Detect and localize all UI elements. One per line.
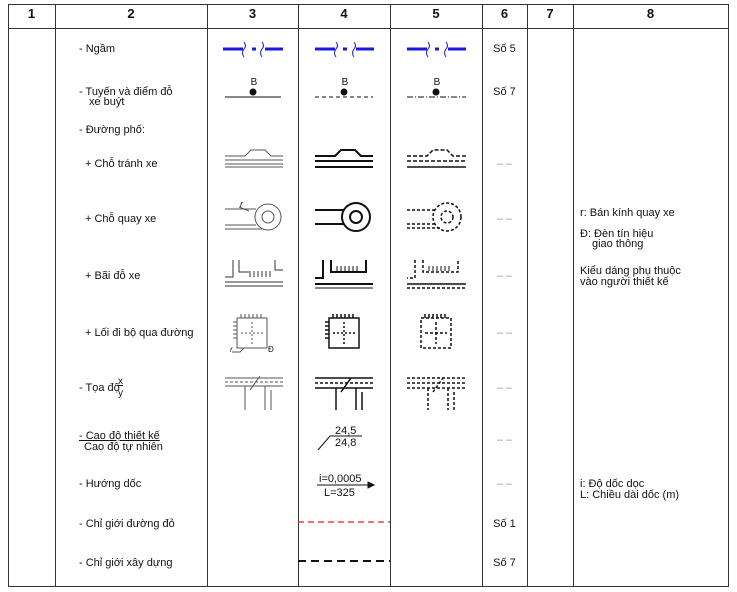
col-header-1: 1 bbox=[27, 6, 36, 21]
col-header-8: 8 bbox=[646, 6, 655, 21]
note-den-2: giao thông bbox=[592, 238, 644, 250]
note-den-1: Đ: Đèn tín hiệu bbox=[580, 228, 654, 240]
loidi-col5 bbox=[421, 314, 451, 348]
bus-B-col4: B bbox=[341, 77, 349, 88]
bus-B-col3: B bbox=[250, 77, 258, 88]
ref-huongdoc: – – bbox=[496, 478, 513, 490]
note-kieu-dang-1: Kiểu dáng phụ thuộc bbox=[580, 265, 681, 277]
note-ban-kinh: r: Bán kính quay xe bbox=[580, 207, 675, 219]
ngam-symbol-col5 bbox=[407, 42, 466, 57]
bus-B-col5: B bbox=[433, 77, 441, 88]
row-label-tuyen-1: - Tuyến và điểm đỗ bbox=[79, 86, 173, 98]
row-label-caodo-bot: Cao độ tự nhiên bbox=[84, 441, 163, 453]
row-label-ngam: - Ngầm bbox=[79, 43, 116, 55]
toado-frac-top: x bbox=[118, 376, 123, 387]
row-label-caodo-top: - Cao độ thiết kế bbox=[79, 430, 160, 442]
loidi-col4 bbox=[325, 314, 359, 348]
loidi-col3 bbox=[232, 314, 267, 352]
choquay-r: r bbox=[240, 199, 243, 209]
col-header-2: 2 bbox=[127, 6, 135, 21]
ngam-symbol-col3 bbox=[223, 42, 283, 57]
choquay-col4 bbox=[315, 203, 370, 231]
ref-choquay: – – bbox=[496, 213, 513, 225]
baido-col4 bbox=[315, 260, 373, 288]
row-label-tuyen-2: xe buýt bbox=[89, 96, 125, 108]
ref-loidi: – – bbox=[496, 327, 513, 339]
toado-col3 bbox=[225, 376, 283, 410]
loidi-r: r bbox=[230, 345, 233, 354]
ref-tuyen: Số 7 bbox=[493, 86, 516, 98]
bus-route-col4 bbox=[315, 89, 373, 97]
ref-chigioido: Số 1 bbox=[493, 518, 516, 530]
row-label-duongpho: - Đường phố: bbox=[79, 124, 145, 136]
row-label-chotranh: + Chỗ tránh xe bbox=[85, 158, 158, 170]
row-label-chigioido: - Chỉ giới đường đỏ bbox=[79, 518, 175, 530]
chotranh-col5 bbox=[407, 150, 466, 167]
bus-route-col5 bbox=[407, 89, 466, 97]
ref-chotranh: – – bbox=[496, 158, 513, 170]
choquay-col5 bbox=[407, 203, 461, 231]
baido-col3 bbox=[225, 260, 283, 286]
note-kieu-dang-2: vào người thiết kế bbox=[580, 276, 669, 288]
baido-col5 bbox=[407, 260, 466, 288]
ref-chigioixd: Số 7 bbox=[493, 557, 516, 569]
chotranh-col3 bbox=[225, 150, 283, 167]
caodo-val-bot: 24,8 bbox=[335, 437, 357, 449]
toado-col4 bbox=[315, 378, 373, 410]
toado-col5 bbox=[407, 378, 466, 410]
col-header-6: 6 bbox=[500, 6, 509, 21]
ref-ngam: Số 5 bbox=[493, 43, 516, 55]
row-label-choquay: + Chỗ quay xe bbox=[85, 213, 157, 225]
row-label-baido: + Bãi đỗ xe bbox=[85, 270, 141, 282]
choquay-col3 bbox=[225, 204, 281, 230]
note-chieu-dai: L: Chiều dài dốc (m) bbox=[580, 489, 680, 501]
toado-frac-bot: y bbox=[118, 388, 123, 399]
chotranh-col4 bbox=[315, 150, 373, 167]
col-header-4: 4 bbox=[340, 6, 348, 21]
row-label-huongdoc: - Hướng dốc bbox=[79, 478, 142, 490]
row-label-chigioixd: - Chỉ giới xây dựng bbox=[79, 557, 173, 569]
huongdoc-val-top: i=0,0005 bbox=[319, 473, 362, 485]
ngam-symbol-col4 bbox=[315, 42, 374, 57]
ref-toado: – – bbox=[496, 382, 513, 394]
note-do-doc: i: Độ dốc dọc bbox=[580, 478, 645, 490]
ref-baido: – – bbox=[496, 270, 513, 282]
loidi-D: Đ bbox=[268, 345, 274, 354]
ref-caodo: – – bbox=[496, 434, 513, 446]
huongdoc-val-bot: L=325 bbox=[324, 487, 355, 499]
col-header-5: 5 bbox=[432, 6, 440, 21]
caodo-val-top: 24,5 bbox=[335, 425, 357, 437]
col-header-7: 7 bbox=[546, 6, 554, 21]
row-label-loidi: + Lối đi bộ qua đường bbox=[85, 327, 194, 339]
row-label-toado: - Tọa độ bbox=[79, 382, 120, 394]
col-header-3: 3 bbox=[248, 6, 257, 21]
bus-route-col3 bbox=[225, 89, 281, 97]
